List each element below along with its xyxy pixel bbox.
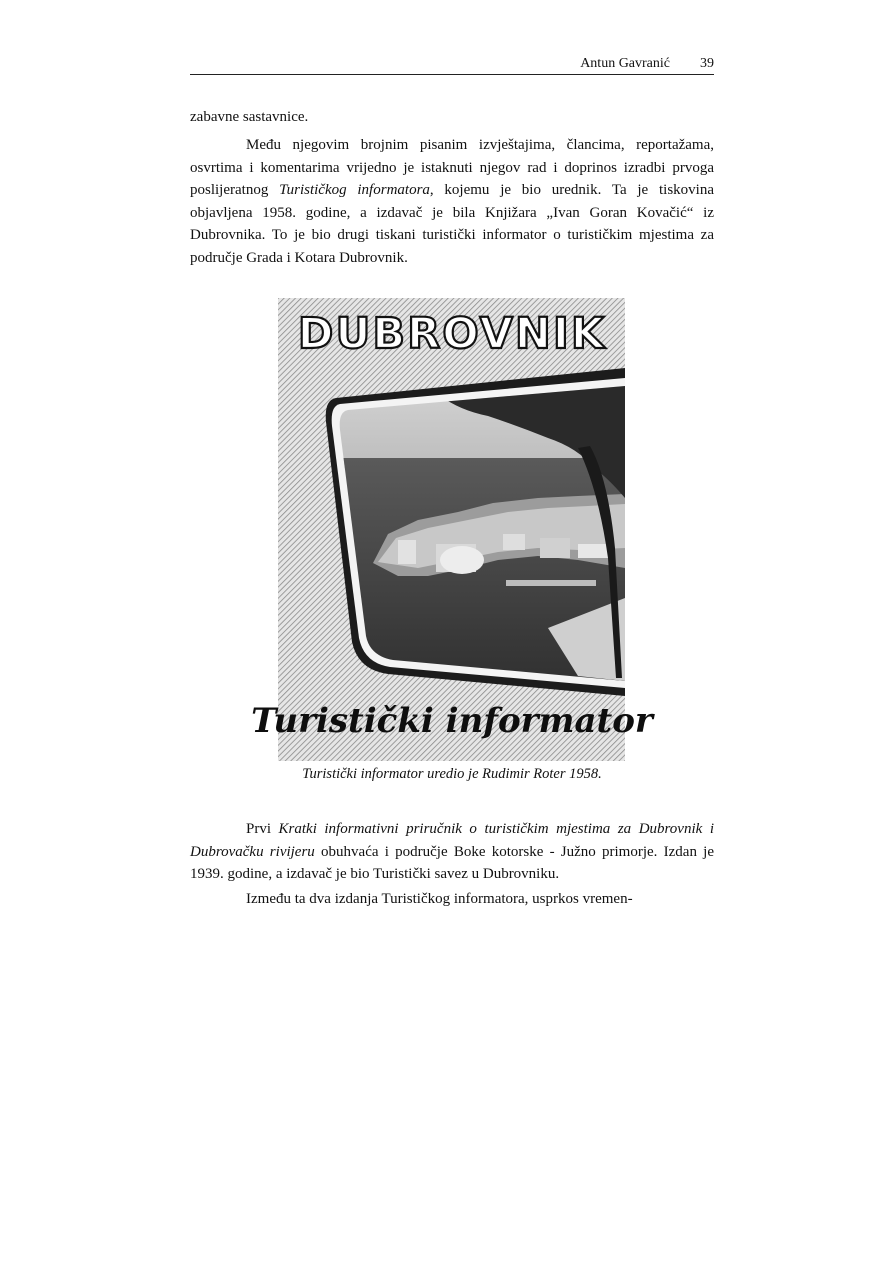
paragraph-3-part-a: Prvi <box>246 821 279 837</box>
running-header <box>190 56 714 75</box>
paragraph-3-part-b: obuhvaća i područje Boke kotorske - Južno primorje. Izdan je 1939. godine, a izdavač je bio Turistički savez u Dubrovniku. <box>190 843 714 882</box>
paragraph-2-text <box>190 134 714 269</box>
cover-subtitle: Turistički informator <box>251 701 653 741</box>
paragraph-2-italic: Turističkog informatora <box>279 182 430 198</box>
page-number: 39 <box>700 56 714 71</box>
header-author: Antun Gavranić <box>580 56 670 71</box>
paragraph-2-part-a: Među njegovim brojnim pisanim izvještajima, člancima, reportažama, osvrtima i komentarima vrijedno je istaknuti njegov rad i doprinos izradbi prvoga poslijeratnog <box>190 137 714 198</box>
paragraph-1 <box>190 106 714 129</box>
figure-caption: Turistički informator uredio je Rudimir Roter 1958. <box>302 766 602 782</box>
paragraph-3-text <box>190 818 714 886</box>
cover-image <box>251 298 653 761</box>
paragraph-4-text: Između ta dva izdanja Turističkog informatora, usprkos vremen- <box>246 891 633 907</box>
cover-title: DUBROVNIK <box>297 309 607 359</box>
paragraph-4 <box>190 888 714 911</box>
paragraph-2 <box>190 134 714 269</box>
paragraph-1-text: zabavne sastavnice. <box>190 109 309 125</box>
paragraph-2-part-b: , kojemu je bio urednik. Ta je tiskovina objavljena 1958. godine, a izdavač je bila Knjižara „Ivan Goran Kovačić“ iz Dubrovnika. To je bio drugi tiskani turistički informator o turističkim mjestima za područje Grada i Kotara Dubrovnik. <box>190 182 714 266</box>
paragraph-3-italic: Kratki informativni priručnik o turističkim mjestima za Dubrovnik i Dubrovačku rivijeru <box>190 821 714 860</box>
paragraph-3 <box>190 818 714 886</box>
